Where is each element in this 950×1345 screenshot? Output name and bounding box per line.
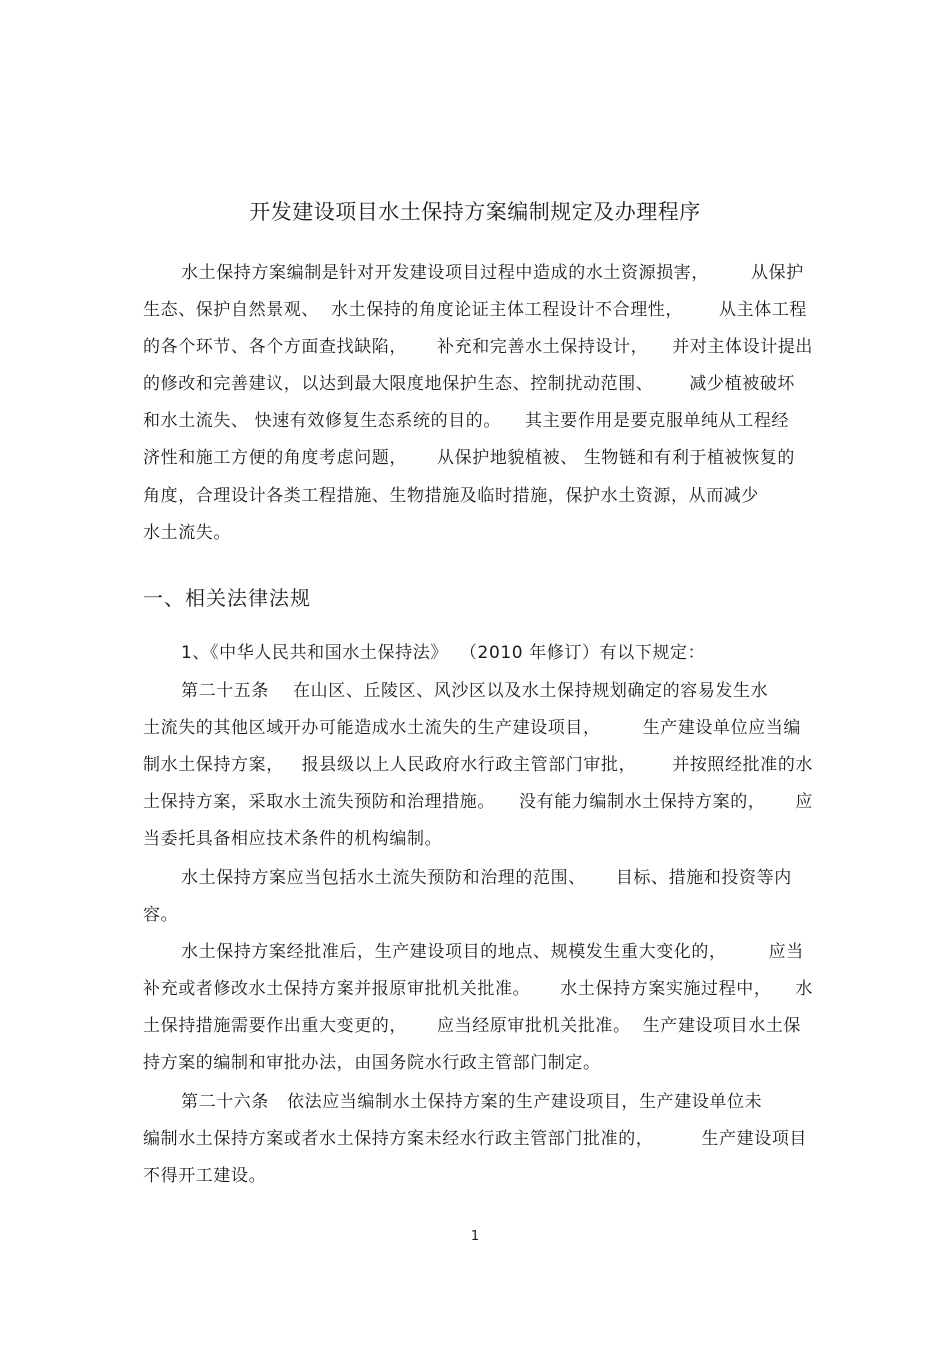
- article-25-line: 制水土保持方案， 报县级以上人民政府水行政主管部门审批， 并按照经批准的水: [143, 755, 814, 775]
- intro-line: 水土流失。: [143, 523, 231, 543]
- paragraph-line: 补充或者修改水土保持方案并报原审批机关批准。 水土保持方案实施过程中， 水: [143, 979, 814, 999]
- article-25-line: 土保持方案，采取水土流失预防和治理措施。 没有能力编制水土保持方案的， 应: [143, 792, 814, 812]
- intro-line: 的修改和完善建议，以达到最大限度地保护生态、控制扰动范围、 减少植被破坏: [143, 374, 796, 394]
- article-25-line: 第二十五条 在山区、丘陵区、风沙区以及水土保持规划确定的容易发生水: [181, 681, 769, 701]
- article-26-line: 不得开工建设。: [143, 1166, 267, 1186]
- document-title: 开发建设项目水土保持方案编制规定及办理程序: [249, 200, 701, 224]
- intro-line: 和水土流失、 快速有效修复生态系统的目的。 其主要作用是要克服单纯从工程经: [143, 411, 790, 431]
- paragraph-line: 土保持措施需要作出重大变更的， 应当经原审批机关批准。 生产建设项目水土保: [143, 1016, 802, 1036]
- article-26-line: 编制水土保持方案或者水土保持方案未经水行政主管部门批准的， 生产建设项目: [143, 1129, 808, 1149]
- paragraph-line: 持方案的编制和审批办法，由国务院水行政主管部门制定。: [143, 1053, 601, 1073]
- paragraph-line: 容。: [143, 905, 179, 925]
- article-25-line: 当委托具备相应技术条件的机构编制。: [143, 829, 443, 849]
- article-25-line: 土流失的其他区域开办可能造成水土流失的生产建设项目， 生产建设单位应当编: [143, 718, 802, 738]
- page-number: 1: [470, 1229, 480, 1244]
- intro-line: 水土保持方案编制是针对开发建设项目过程中造成的水土资源损害， 从保护: [181, 263, 804, 283]
- paragraph-line: 水土保持方案应当包括水土流失预防和治理的范围、 目标、措施和投资等内: [181, 868, 792, 888]
- article-26-line: 第二十六条 依法应当编制水土保持方案的生产建设项目，生产建设单位未: [181, 1092, 763, 1112]
- law-item: 1、《中华人民共和国水土保持法》 （2010 年修订）有以下规定：: [181, 643, 706, 663]
- intro-line: 的各个环节、各个方面查找缺陷， 补充和完善水土保持设计， 并对主体设计提出: [143, 337, 814, 357]
- intro-line: 济性和施工方便的角度考虑问题， 从保护地貌植被、 生物链和有利于植被恢复的: [143, 448, 796, 468]
- section-heading: 一、相关法律法规: [143, 586, 311, 610]
- intro-line: 生态、保护自然景观、 水土保持的角度论证主体工程设计不合理性， 从主体工程: [143, 300, 808, 320]
- paragraph-line: 水土保持方案经批准后，生产建设项目的地点、规模发生重大变化的， 应当: [181, 942, 804, 962]
- intro-line: 角度，合理设计各类工程措施、生物措施及临时措施，保护水土资源，从而减少: [143, 486, 759, 506]
